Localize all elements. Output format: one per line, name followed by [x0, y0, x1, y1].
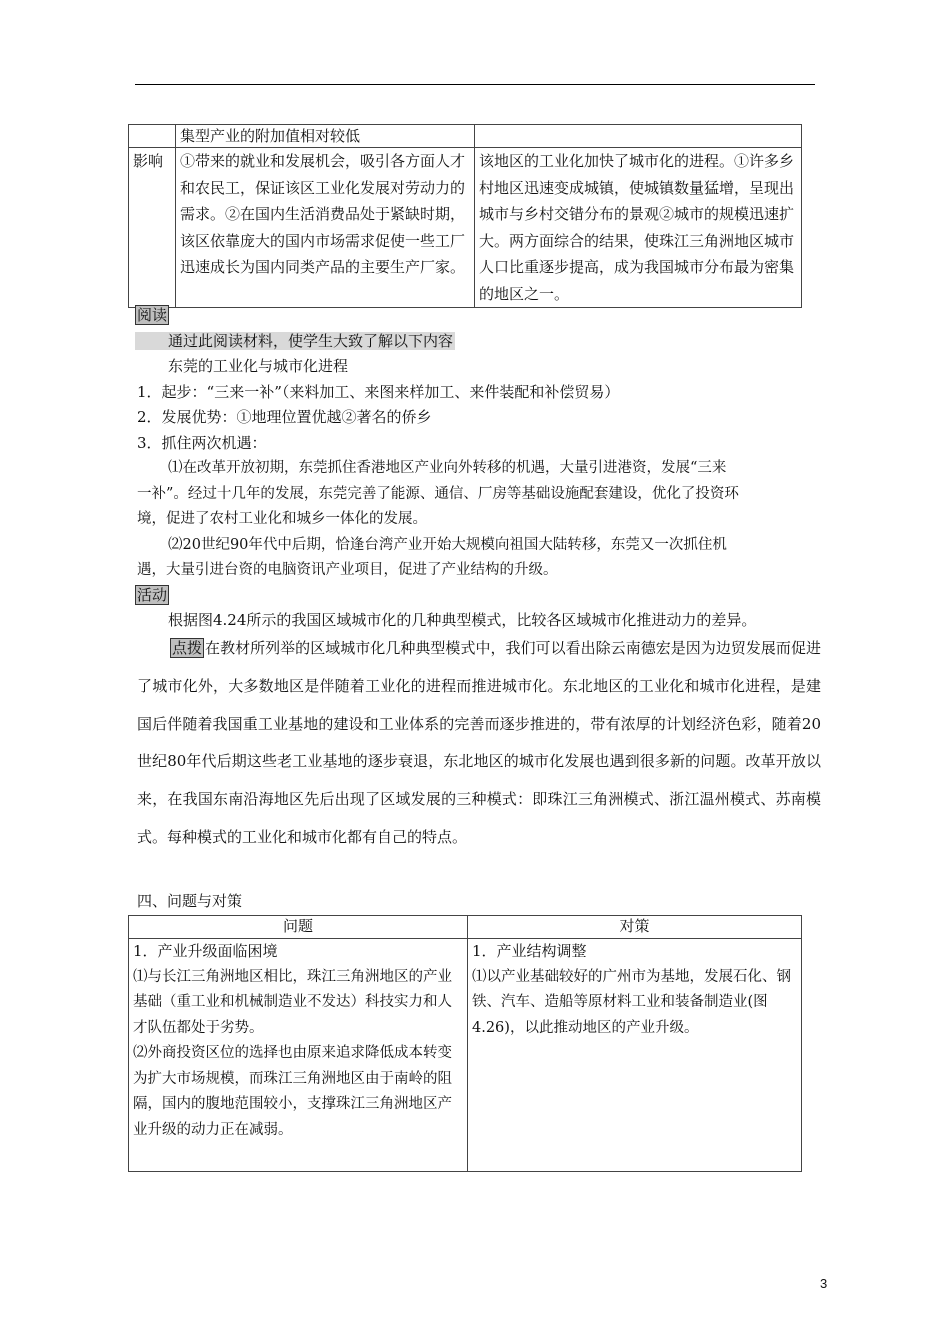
- activity-tag: 活动: [137, 586, 168, 604]
- problems-item-2: ⑵外商投资区位的选择也由原来追求降低成本转变为扩大市场规模，而珠江三角洲地区由于南岭的阻隔，国内的腹地范围较小，支撑珠江三角洲地区产业升级的动力正在减弱。: [133, 1045, 452, 1138]
- problems-table: [128, 915, 802, 1172]
- reading-item-3: 3．抓住两次机遇：: [137, 434, 267, 452]
- header-rule: [135, 84, 815, 85]
- reading-sub1-line1: ⑴在改革开放初期，东莞抓住香港地区产业向外转移的机遇，大量引进港资，发展“三来: [168, 460, 727, 476]
- table-row: [129, 148, 802, 308]
- section-heading: 四、问题与对策: [137, 892, 243, 910]
- problems-cell: [129, 939, 468, 1172]
- problems-item-1: ⑴与长江三角洲地区相比，珠江三角洲地区的产业基础（重工业和机械制造业不发达）科技实力和人才队伍都处于劣势。: [133, 968, 452, 1036]
- reading-sub1-line3: 境，促进了农村工业化和城乡一体化的发展。: [137, 511, 427, 527]
- row-label-impact: 影响: [129, 148, 176, 308]
- impact-table: [128, 124, 802, 308]
- dianbo-text: 在教材所列举的区域城市化几种典型模式中，我们可以看出除云南德宏是因为边贸发展而促进了城市化外，大多数地区是伴随着工业化的进程而推进城市化。东北地区的工业化和城市化进程，是建国后伴随着我国重工业基地的建设和工业体系的完善而逐步推进的，带有浓厚的计划经济色彩，随着20世纪80年代后期这些老工业基地的逐步衰退，东北地区的城市化发展也遇到很多新的问题。改革开放以来，在我国东南沿海地区先后出现了区域发展的三种模式：即珠江三角洲模式、浙江温州模式、苏南模式。每种模式的工业化和城市化都有自己的特点。: [137, 639, 821, 846]
- page-number: 3: [820, 1276, 828, 1291]
- reading-item-1: 1．起步：“三来一补”（来料加工、来图来样加工、来件装配和补偿贸易）: [137, 383, 620, 401]
- table-row: [129, 125, 802, 148]
- reading-sub2-line1: ⑵20世纪90年代中后期，恰逢台湾产业开始大规模向祖国大陆转移，东莞又一次抓住机: [168, 537, 727, 553]
- solutions-cell: [468, 939, 802, 1172]
- reading-sub1-line2: 一补”。经过十几年的发展，东莞完善了能源、通信、厂房等基础设施配套建设，优化了投资环: [137, 486, 739, 502]
- continued-cell: 集型产业的附加值相对较低: [176, 125, 475, 148]
- activity-text: 根据图4.24所示的我国区域城市化的几种典型模式，比较各区域城市化推进动力的差异。: [168, 611, 757, 629]
- dianbo-paragraph: [137, 630, 821, 857]
- table-header-row: [129, 916, 802, 939]
- reading-intro: 通过此阅读材料，使学生大致了解以下内容: [135, 332, 455, 350]
- impact-right-cell: 该地区的工业化加快了城市化的进程。①许多乡村地区迅速变成城镇，使城镇数量猛增，呈现出城市与乡村交错分布的景观②城市的规模迅速扩大。两方面综合的结果，使珠江三角洲地区城市人口比重逐步提高，成为我国城市分布最为密集的地区之一。: [475, 148, 802, 308]
- dianbo-tag: 点拨: [172, 639, 203, 657]
- table-row: [129, 939, 802, 1172]
- reading-title: 东莞的工业化与城市化进程: [168, 357, 349, 375]
- reading-tag: 阅读: [137, 306, 168, 324]
- reading-sub2-line2: 遇，大量引进台资的电脑资讯产业项目，促进了产业结构的升级。: [137, 562, 558, 578]
- reading-item-2: 2．发展优势：①地理位置优越②著名的侨乡: [137, 408, 432, 426]
- column-header-solution: 对策: [468, 916, 802, 939]
- column-header-problem: 问题: [129, 916, 468, 939]
- problems-title: 1．产业升级面临困境: [133, 942, 278, 960]
- solutions-item-1: ⑴以产业基础较好的广州市为基地，发展石化、钢铁、汽车、造船等原材料工业和装备制造业(图4.26)，以此推动地区的产业升级。: [472, 968, 791, 1036]
- solutions-title: 1．产业结构调整: [472, 942, 587, 960]
- impact-left-cell: ①带来的就业和发展机会，吸引各方面人才和农民工，保证该区工业化发展对劳动力的需求。②在国内生活消费品处于紧缺时期，该区依靠庞大的国内市场需求促使一些工厂迅速成长为国内同类产品的主要生产厂家。: [176, 148, 475, 308]
